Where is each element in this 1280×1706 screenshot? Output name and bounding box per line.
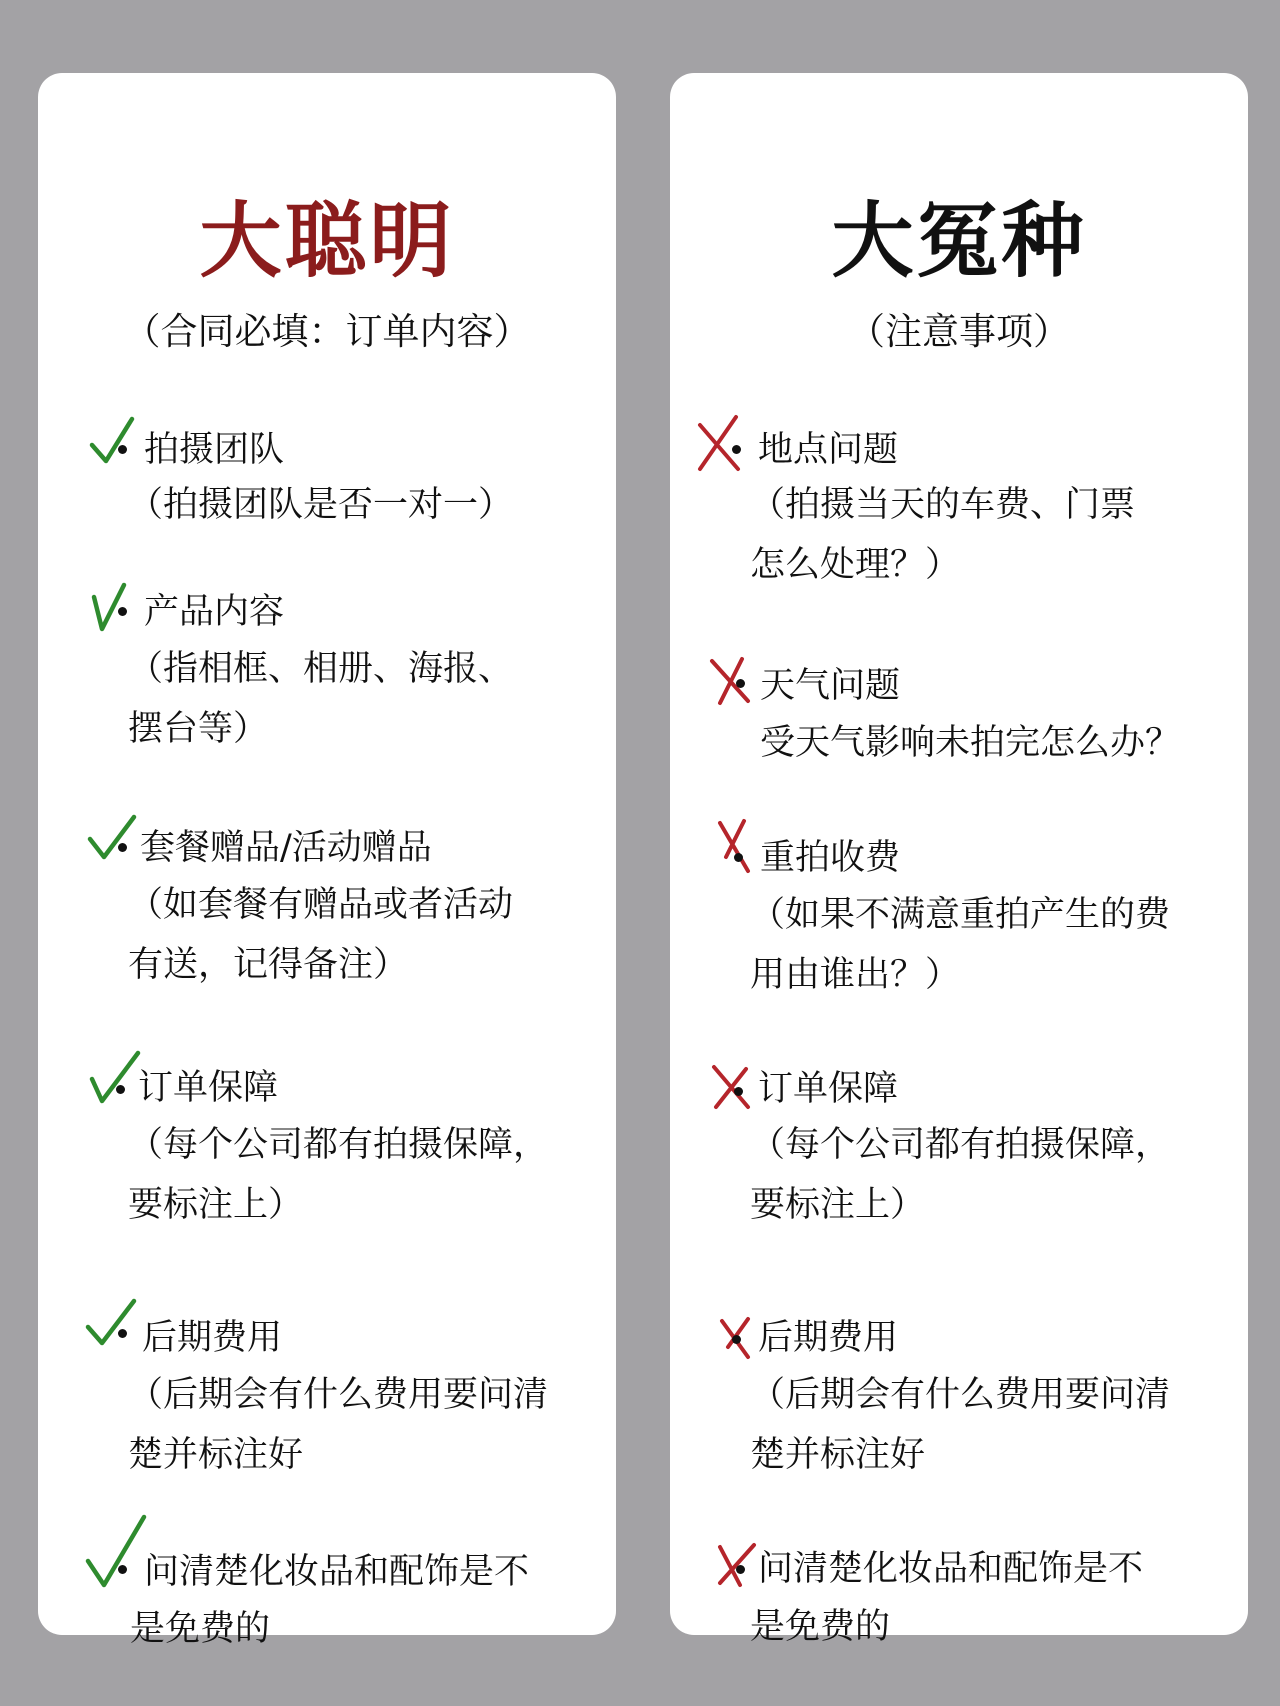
cross-icon bbox=[716, 1543, 756, 1587]
item-title: 重拍收费 bbox=[760, 838, 901, 878]
item-title: 拍摄团队 bbox=[144, 430, 285, 470]
left-title: 大聪明 bbox=[199, 194, 455, 289]
item-title: 后期费用 bbox=[758, 1318, 899, 1358]
item-desc: （后期会有什么费用要问清 楚并标注好 bbox=[128, 1375, 549, 1475]
cross-icon bbox=[710, 1065, 754, 1109]
item-desc: （每个公司都有拍摄保障， 要标注上） bbox=[750, 1125, 1171, 1225]
checkmark-icon bbox=[88, 1053, 142, 1107]
item-title: 问清楚化妆品和配饰是不 bbox=[144, 1552, 530, 1592]
bullet-dot bbox=[732, 1335, 741, 1344]
item-title: 产品内容 bbox=[144, 592, 285, 632]
checkmark-icon bbox=[84, 1517, 138, 1591]
cross-icon bbox=[698, 417, 752, 471]
item-desc: （指相框、相册、海报、 摆台等） bbox=[128, 649, 514, 749]
right-card bbox=[670, 73, 1248, 1647]
item-desc: （每个公司都有拍摄保障， 要标注上） bbox=[128, 1125, 549, 1225]
item-desc: （拍摄当天的车费、门票 怎么处理？） bbox=[750, 485, 1136, 585]
right-subtitle: （注意事项） bbox=[848, 310, 1070, 353]
left-card bbox=[38, 73, 616, 1649]
item-title: 天气问题 bbox=[760, 666, 901, 706]
cross-icon bbox=[708, 657, 752, 705]
right-title: 大冤种 bbox=[831, 194, 1087, 289]
bullet-dot bbox=[732, 445, 741, 454]
item-desc: 受天气影响未拍完怎么办？ bbox=[760, 723, 1181, 763]
item-title: 后期费用 bbox=[142, 1318, 283, 1358]
bullet-dot bbox=[736, 679, 745, 688]
bullet-dot bbox=[116, 1085, 125, 1094]
bullet-dot bbox=[734, 1087, 743, 1096]
checkmark-icon bbox=[86, 817, 140, 871]
bullet-dot bbox=[736, 1565, 745, 1574]
item-desc: 是免费的 bbox=[130, 1609, 271, 1649]
item-title: 问清楚化妆品和配饰是不 bbox=[758, 1549, 1144, 1589]
bullet-dot bbox=[118, 445, 127, 454]
bullet-dot bbox=[734, 853, 743, 862]
item-title: 地点问题 bbox=[758, 430, 899, 470]
bullet-dot bbox=[118, 607, 127, 616]
item-title: 订单保障 bbox=[758, 1069, 899, 1109]
checkmark-icon bbox=[88, 583, 142, 637]
item-desc: （后期会有什么费用要问清 楚并标注好 bbox=[750, 1375, 1171, 1475]
item-desc: （如果不满意重拍产生的费 用由谁出？） bbox=[750, 895, 1171, 995]
checkmark-icon bbox=[84, 1299, 138, 1353]
bullet-dot bbox=[118, 1329, 127, 1338]
cross-icon bbox=[716, 821, 752, 873]
checkmark-icon bbox=[88, 417, 142, 471]
item-desc: （如套餐有赠品或者活动 有送，记得备注） bbox=[128, 885, 514, 985]
item-title: 套餐赠品/活动赠品 bbox=[140, 828, 432, 868]
bullet-dot bbox=[118, 843, 127, 852]
item-desc: （拍摄团队是否一对一） bbox=[128, 485, 514, 525]
item-desc: 是免费的 bbox=[750, 1607, 891, 1647]
left-subtitle: （合同必填：订单内容） bbox=[123, 310, 531, 353]
bullet-dot bbox=[118, 1565, 127, 1574]
item-title: 订单保障 bbox=[138, 1068, 279, 1108]
